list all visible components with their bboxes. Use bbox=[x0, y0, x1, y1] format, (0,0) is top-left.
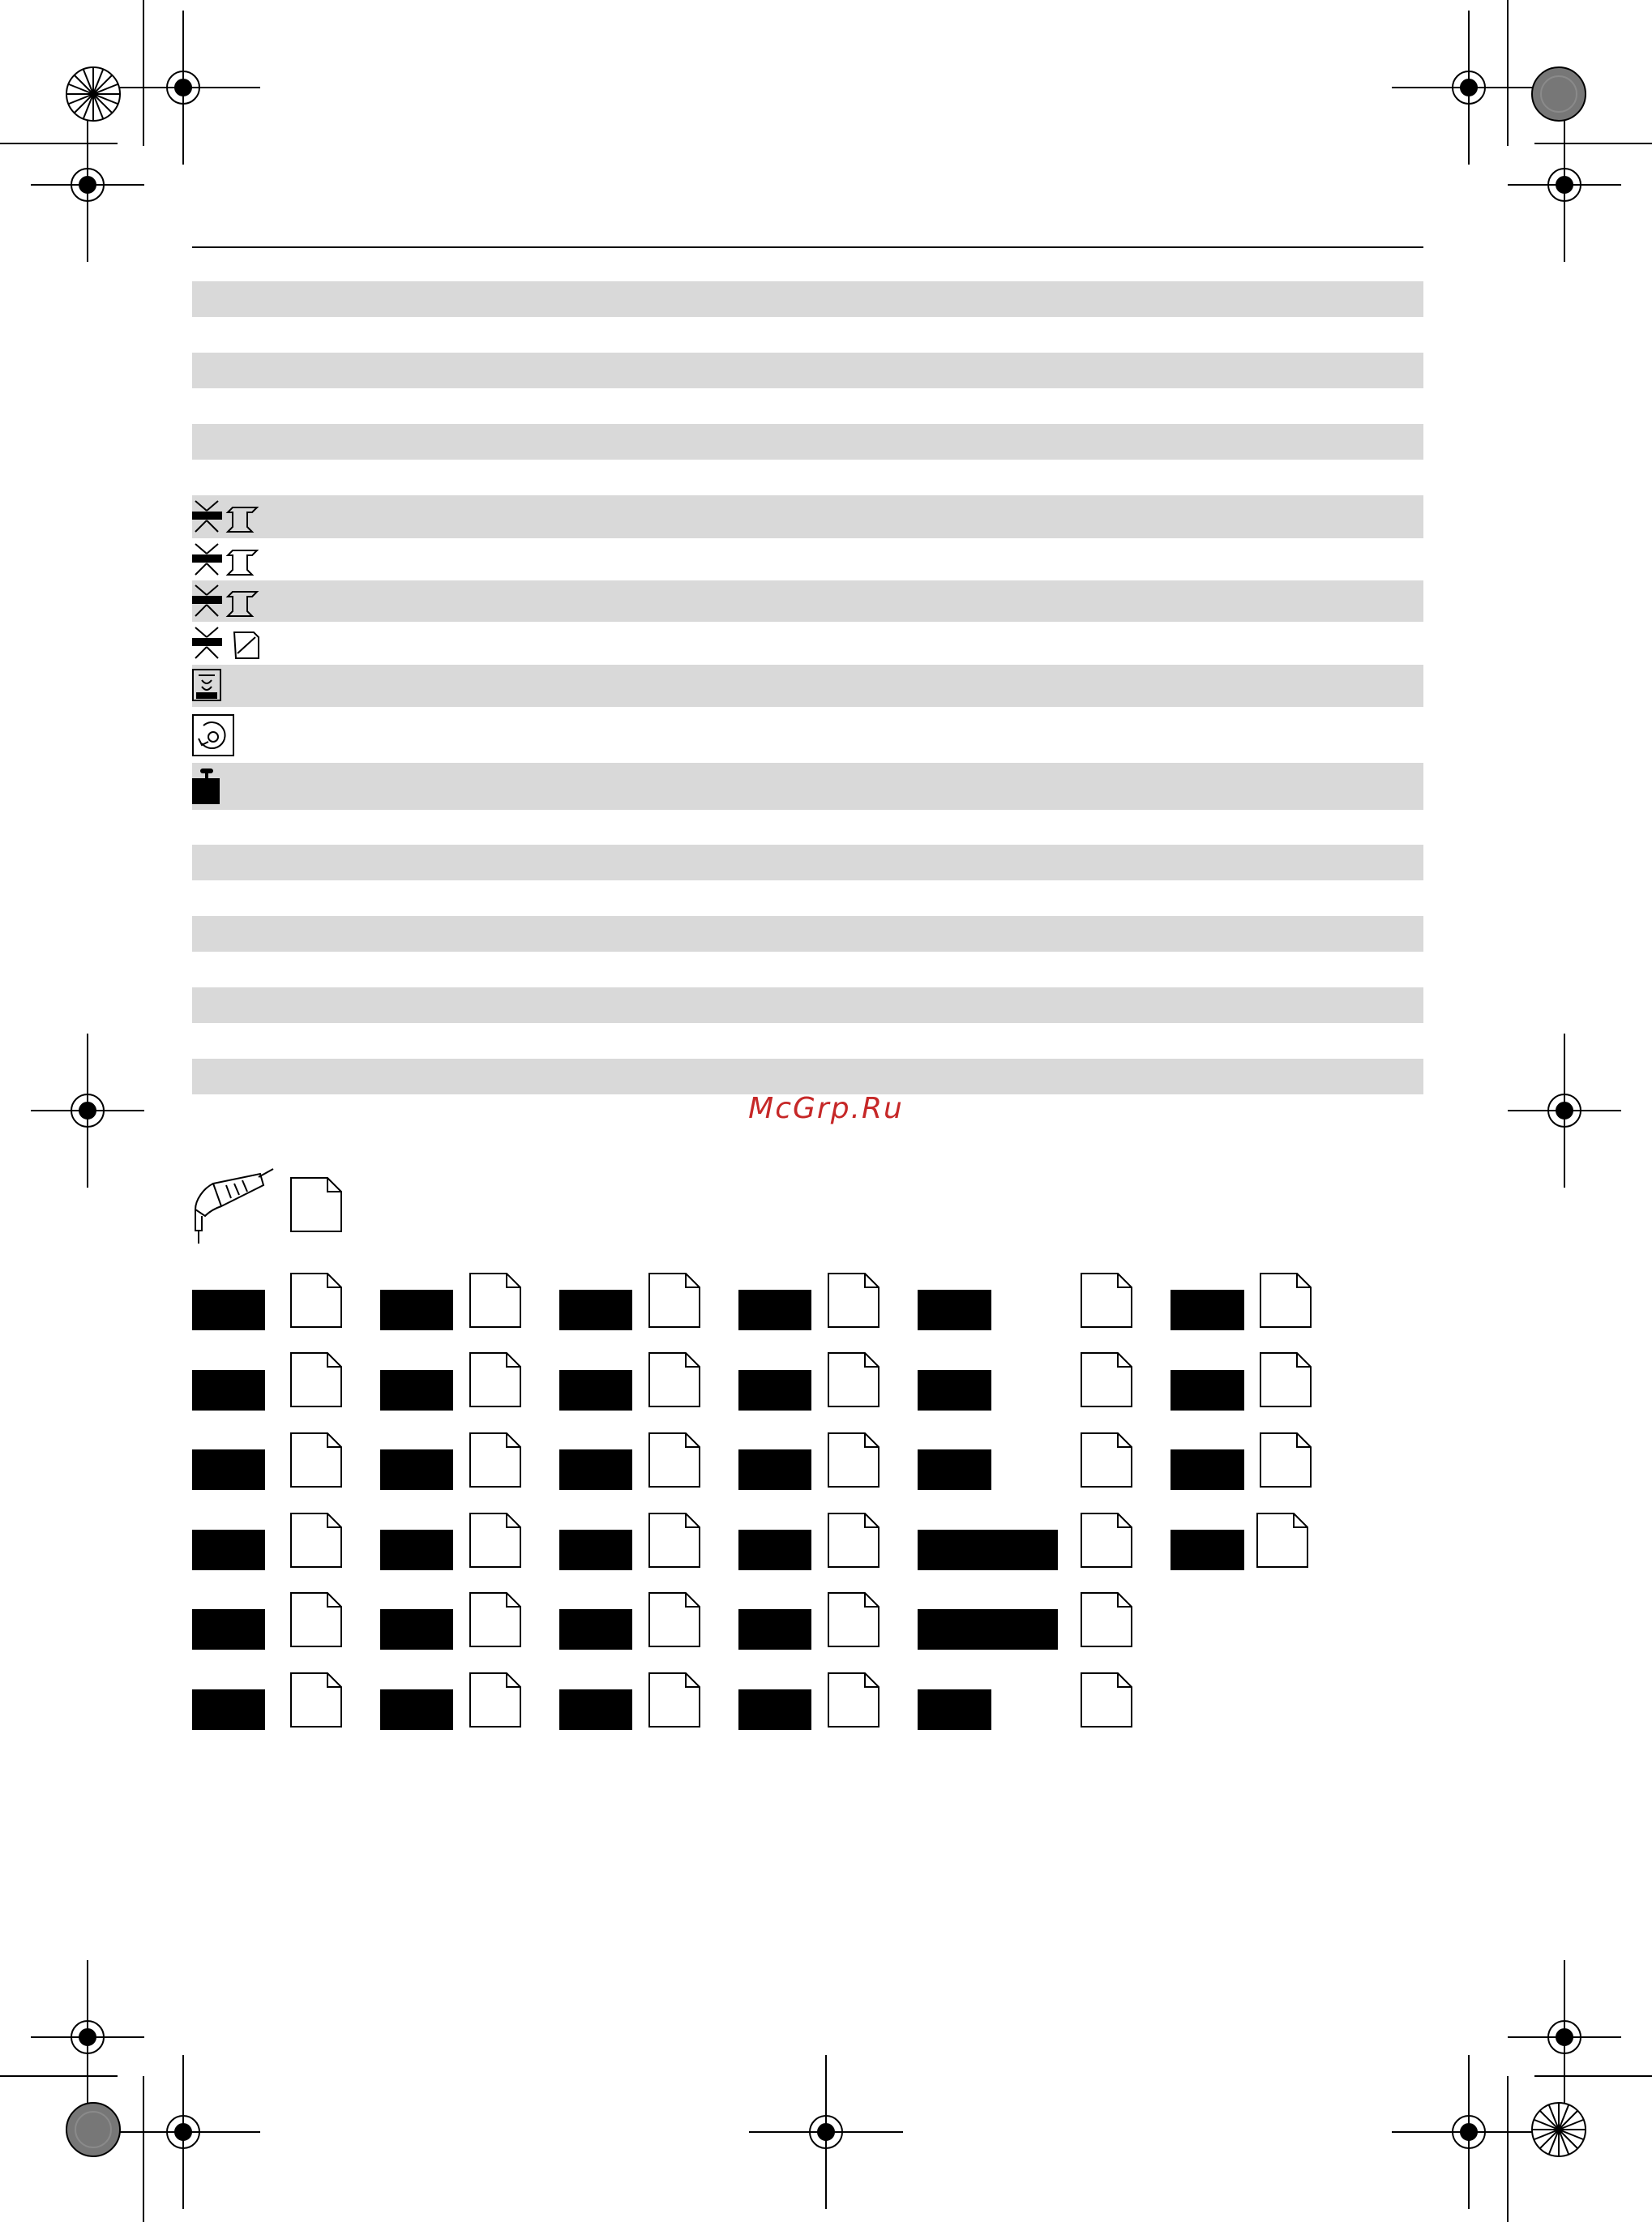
thickness-aluminium-icon bbox=[192, 626, 265, 661]
rotation-icon bbox=[192, 714, 234, 756]
code-block bbox=[380, 1449, 453, 1490]
code-block bbox=[559, 1530, 632, 1570]
code-block bbox=[738, 1689, 811, 1730]
spec-row bbox=[192, 665, 1423, 707]
code-block bbox=[559, 1290, 632, 1330]
code-block bbox=[192, 1449, 265, 1490]
code-block bbox=[559, 1449, 632, 1490]
thickness-steel-icon bbox=[192, 499, 265, 535]
spec-row bbox=[192, 916, 1423, 952]
code-block bbox=[1171, 1449, 1244, 1490]
code-block bbox=[559, 1370, 632, 1411]
spec-row bbox=[192, 353, 1423, 388]
code-block bbox=[738, 1290, 811, 1330]
code-block bbox=[380, 1609, 453, 1650]
watermark: McGrp.Ru bbox=[748, 1092, 904, 1125]
spec-row bbox=[192, 281, 1423, 317]
spec-row bbox=[192, 763, 1423, 810]
spec-row bbox=[192, 424, 1423, 460]
code-block bbox=[559, 1689, 632, 1730]
code-block bbox=[738, 1449, 811, 1490]
code-block bbox=[738, 1609, 811, 1650]
spec-row bbox=[192, 987, 1423, 1023]
code-block bbox=[918, 1449, 991, 1490]
nibbler-tool-icon bbox=[189, 1167, 278, 1245]
spec-row bbox=[192, 1059, 1423, 1094]
code-block bbox=[918, 1609, 1058, 1650]
code-block bbox=[380, 1530, 453, 1570]
code-block bbox=[918, 1530, 1058, 1570]
spec-row bbox=[192, 495, 1423, 538]
code-block bbox=[192, 1370, 265, 1411]
code-block bbox=[192, 1530, 265, 1570]
code-block bbox=[192, 1609, 265, 1650]
spec-row bbox=[192, 845, 1423, 880]
code-block bbox=[559, 1609, 632, 1650]
thickness-steel-icon bbox=[192, 584, 265, 619]
spec-row bbox=[192, 580, 1423, 622]
code-block bbox=[380, 1290, 453, 1330]
stroke-rate-icon bbox=[192, 669, 221, 701]
code-block bbox=[192, 1290, 265, 1330]
weight-icon bbox=[192, 768, 221, 804]
code-block bbox=[1171, 1530, 1244, 1570]
thickness-steel-icon bbox=[192, 542, 265, 578]
code-block bbox=[918, 1689, 991, 1730]
code-block bbox=[1171, 1290, 1244, 1330]
code-block bbox=[918, 1290, 991, 1330]
code-block bbox=[918, 1370, 991, 1411]
code-block bbox=[192, 1689, 265, 1730]
code-block bbox=[738, 1530, 811, 1570]
document-page-icon bbox=[290, 1177, 342, 1232]
code-block bbox=[738, 1370, 811, 1411]
code-block bbox=[380, 1370, 453, 1411]
code-block bbox=[1171, 1370, 1244, 1411]
code-block bbox=[380, 1689, 453, 1730]
